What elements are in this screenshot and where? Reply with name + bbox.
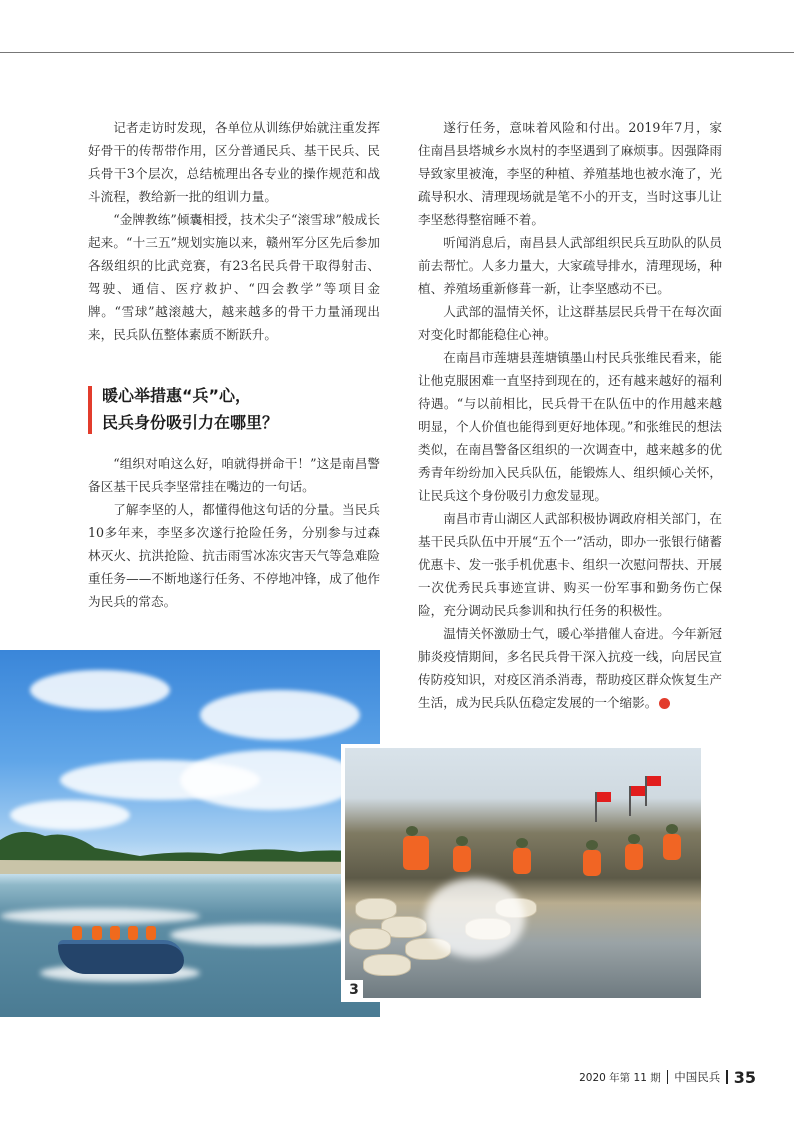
top-rule — [0, 52, 794, 53]
shield-end-mark-icon: ◆ — [659, 698, 670, 709]
water-splash — [425, 878, 525, 958]
paragraph: “金牌教练”倾囊相授，技术尖子“滚雪球”般成长起来。“十三五”规划实施以来，赣州军分区先后参加各级组织的比武竞赛，有23名民兵骨干取得射击、驾驶、通信、医疗救护、“四会教学”等项目金牌。“雪球”越滚越大，越来越多的骨干力量涌现出来，民兵队伍整体素质不断跃升。 — [88, 212, 380, 342]
paragraph: “组织对咱这么好，咱就得拼命干！”这是南昌警备区基干民兵李坚常挂在嘴边的一句话。 — [88, 456, 380, 494]
red-flag — [629, 786, 631, 816]
militia-worker — [625, 844, 643, 870]
section-heading — [102, 382, 392, 436]
paragraph: 遂行任务，意味着风险和付出。2019年7月，家住南昌县塔城乡水岚村的李坚遇到了麻烦事。因强降雨导致家里被淹，李坚的种植、养殖基地也被水淹了，光疏导积水、清理现场就是笔不小的开支，当时这事儿让李坚愁得整宿睡不着。 — [418, 120, 722, 227]
issue-label: 2020 年第 11 期 — [579, 1071, 661, 1084]
paragraph: 在南昌市莲塘县莲塘镇墨山村民兵张维民看来，能让他克服困难一直坚持到现在的，还有越来越好的福利待遇。“与以前相比，民兵骨干在队伍中的作用越来越明显，个人价值也能得到更好地体现。”和张维民的想法类似，在南昌警备区组织的一次调查中，越来越多的优秀青年纷纷加入民兵队伍，能锻炼人、组织倾心关怀，让民兵这个身份吸引力愈发显现。 — [418, 350, 722, 503]
photo-number: 3 — [345, 980, 363, 1000]
militia-worker — [513, 848, 531, 874]
patrol-boat — [58, 940, 184, 974]
militia-rider — [92, 926, 102, 940]
paragraph: 记者走访时发现，各单位从训练伊始就注重发挥好骨干的传帮带作用，区分普通民兵、基干民兵、民兵骨干3个层次，总结梳理出各专业的操作规范和战斗流程，教给新一批的组训力量。 — [88, 120, 380, 204]
red-flag — [595, 792, 597, 822]
militia-rider — [72, 926, 82, 940]
paragraph: 听闻消息后，南昌县人武部组织民兵互助队的队员前去帮忙。人多力量大，大家疏导排水，清理现场，种植、养殖场重新修葺一新，让李坚感动不已。 — [418, 235, 722, 296]
cloud — [200, 690, 360, 740]
left-column-lower — [88, 452, 380, 613]
paragraph-final — [418, 622, 722, 714]
militia-rider — [146, 926, 156, 940]
page-number: 35 — [733, 1067, 756, 1087]
right-column — [418, 116, 722, 714]
wake — [170, 924, 350, 946]
paragraph: 了解李坚的人，都懂得他这句话的分量。当民兵10多年来，李坚多次遂行抢险任务，分别参与过森林灭火、抗洪抢险、抗击雨雪冰冻灾害天气等急难险重任务——不断地遂行任务、不停地冲锋，成了他作为民兵的常态。 — [88, 502, 380, 609]
photo-flood-fighting — [341, 744, 705, 1002]
militia-worker — [583, 850, 601, 876]
militia-worker — [663, 834, 681, 860]
footer-separator — [667, 1070, 669, 1084]
subhead-accent-bar — [88, 386, 92, 434]
militia-worker — [453, 846, 471, 872]
militia-rider — [110, 926, 120, 940]
section-heading-line2: 民兵身份吸引力在哪里？ — [102, 413, 279, 432]
cloud — [30, 670, 170, 710]
section-heading-line1: 暖心举措惠“兵”心， — [102, 386, 252, 405]
sandbag — [363, 954, 411, 976]
magazine-name: 中国民兵 — [674, 1070, 721, 1084]
paragraph: 人武部的温情关怀，让这群基层民兵骨干在每次面对变化时都能稳住心神。 — [418, 304, 722, 342]
hills-treeline — [0, 826, 380, 874]
photo-boat-patrol — [0, 650, 380, 1017]
militia-rider — [128, 926, 138, 940]
paragraph-final-text: 温情关怀激励士气，暖心举措催人奋进。今年新冠肺炎疫情期间，多名民兵骨干深入抗疫一线，向居民宣传防疫知识，对疫区消杀消毒，帮助疫区群众恢复生产生活，成为民兵队伍稳定发展的一个缩影。 — [418, 626, 722, 710]
wake — [0, 908, 200, 924]
left-column — [88, 116, 380, 346]
cloud — [180, 750, 360, 810]
page-footer — [579, 1066, 756, 1088]
sandbag — [349, 928, 391, 950]
paragraph: 南昌市青山湖区人武部积极协调政府相关部门，在基干民兵队伍中开展“五个一”活动，即办一张银行储蓄优惠卡、发一张手机优惠卡、组织一次慰问帮扶、开展一次优秀民兵事迹宣讲、购买一份军事和勤务伤亡保险，充分调动民兵参训和执行任务的积极性。 — [418, 511, 722, 618]
footer-separator — [726, 1070, 728, 1084]
militia-worker — [403, 836, 429, 870]
red-flag — [645, 776, 647, 806]
